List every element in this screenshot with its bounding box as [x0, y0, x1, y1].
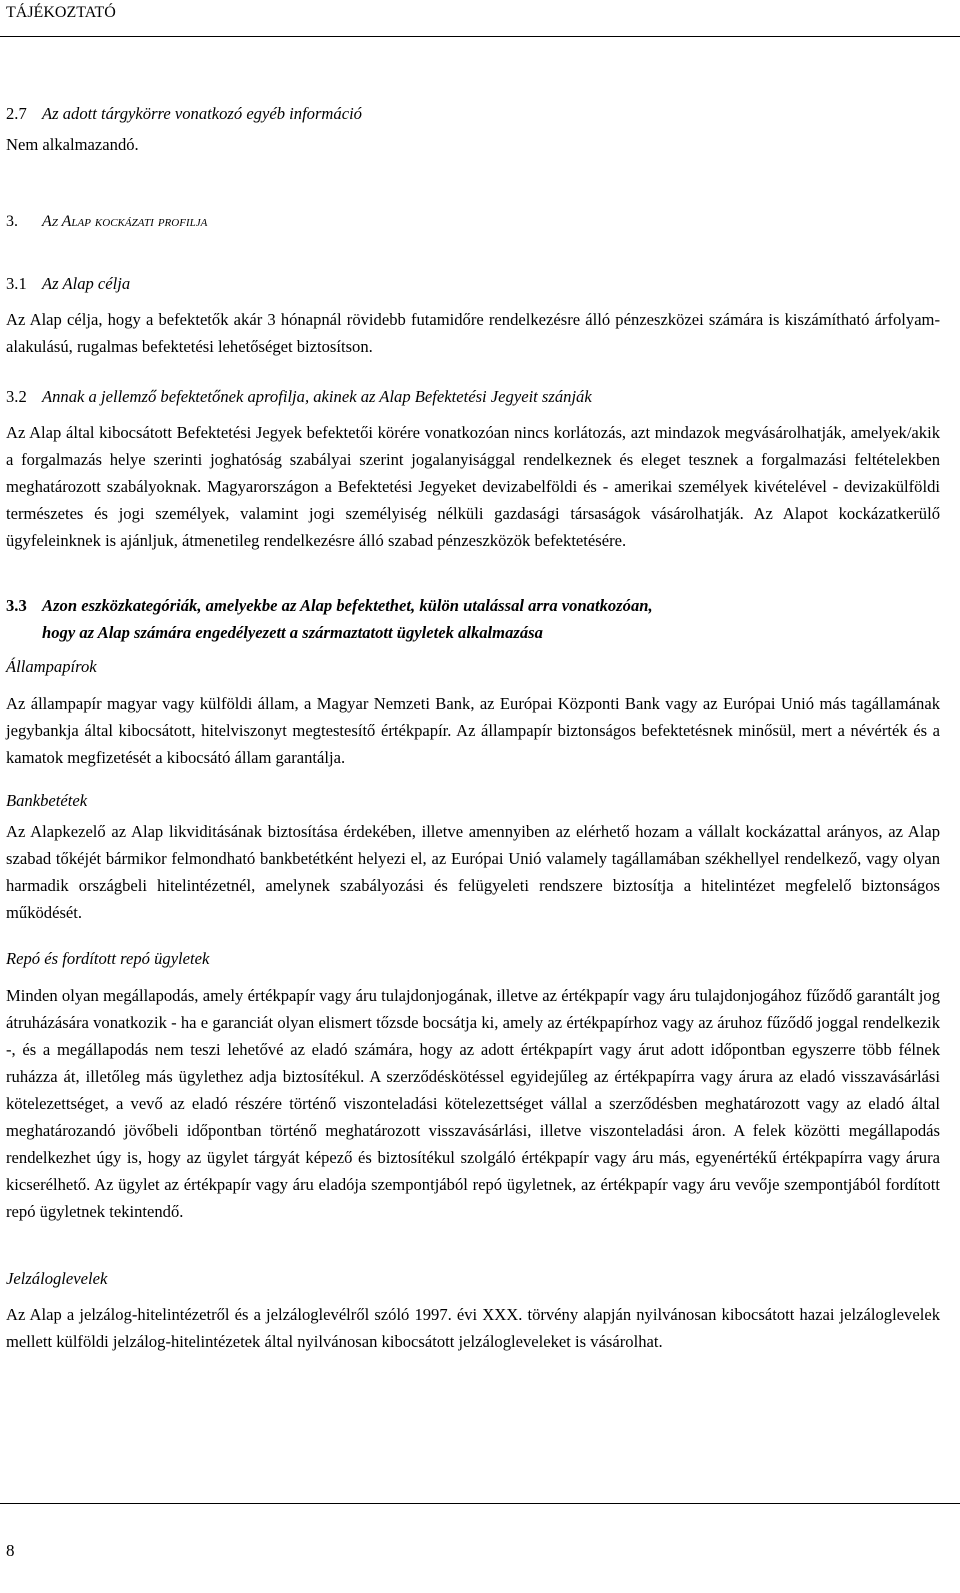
running-header: TÁJÉKOZTATÓ — [6, 4, 116, 21]
section-title: Az Alap célja — [42, 274, 131, 293]
section-number: 3. — [6, 213, 18, 230]
section-title: Az adott tárgykörre vonatkozó egyéb információ — [42, 104, 362, 123]
subheading-jelzalog: Jelzáloglevelek — [6, 1269, 108, 1288]
section-3-1-heading — [6, 270, 940, 297]
section-number: 3.1 — [6, 274, 27, 293]
section-3-2-body: Az Alap által kibocsátott Befektetési Jegyek befektetői körére vonatkozóan nincs korlátozás, azt mindazok megvásárolhatják, amelyek/akik a forgalmazás helye szerinti joghatóság szabályai szerint jogalanyisággal rendelkeznek és eleget tesznek a forgalmazási feltételekben meghatározott szabályoknak. Magyarországon a Befektetési Jegyeket devizabelföldi és - amerikai személyek kivételével - devizakülföldi természetes és jogi személyek, valamint jogi személyiség nélküli gazdasági társaságok vásárolhatják. Az Alapot kockázatkerülő ügyfeleinknek is ajánljuk, átmenetileg rendelkezésre álló szabad pénzeszközök befektetésére. — [6, 423, 940, 550]
page-number: 8 — [6, 1541, 15, 1560]
footer-rule — [0, 1503, 960, 1504]
section-number: 3.2 — [6, 387, 27, 406]
section-title: Az Alap kockázati profilja — [42, 213, 208, 230]
section-3-3-heading — [6, 592, 940, 646]
subheading-repo: Repó és fordított repó ügyletek — [6, 949, 210, 968]
section-3-2-heading — [6, 383, 940, 410]
jelzalog-body: Az Alap a jelzálog-hitelintézetről és a jelzáloglevélről szóló 1997. évi XXX. törvény alapján nyilvánosan kibocsátott hazai jelzáloglevelek mellett külföldi jelzálog-hitelintézetek által nyilvánosan kibocsátott jelzálogleveleket is vásárolhat. — [6, 1305, 940, 1351]
section-number: 3.3 — [6, 596, 27, 615]
subheading-bankbetetek: Bankbetétek — [6, 791, 88, 810]
header-rule — [0, 36, 960, 37]
section-title-line-1: Azon eszközkategóriák, amelyekbe az Alap befektethet, külön utalással arra vonatkozóan, — [42, 596, 653, 615]
subheading-allampapirok: Állampapírok — [6, 657, 97, 676]
section-2-7-heading — [6, 100, 940, 127]
repo-body: Minden olyan megállapodás, amely értékpapír vagy áru tulajdonjogának, illetve az értékpapír vagy áru tulajdonjogához fűződő garantált jog átruházására vonatkozik - ha e garanciát olyan elismert tőzsde bocsátja ki, amely az értékpapírhoz vagy az áruhoz fűződő joggal rendelkezik -, és a megállapodás nem teszi lehetővé az eladó számára, hogy az adott értékpapírt vagy árut adott időpontban egyszerre több félnek ruházza át, illetőleg más ügylethez adja biztosítékul. A szerződéskötéssel egyidejűleg az értékpapírra vagy árura az eladó visszavásárlási kötelezettséget, a vevő az eladó részére történő viszonteladási kötelezettséget vállal a szerződésben meghatározott vagy az eladó által meghatározandó jövőbeli időpontban történő meghatározott visszavásárlási, illetve viszonteladási áron. A felek közötti megállapodás rendelkezhet úgy is, hogy az ügylet tárgyát képező és biztosítékul szolgáló értékpapír vagy áru más, egyenértékű értékpapírra vagy árura kicserélhető. Az ügylet az értékpapír vagy áru eladója szempontjából repó ügyletnek, az értékpapír vagy áru vevője szempontjából fordított repó ügyletnek tekintendő. — [6, 986, 940, 1221]
section-title: Annak a jellemző befektetőnek aprofilja, akinek az Alap Befektetési Jegyeit szánják — [42, 387, 592, 406]
section-number: 2.7 — [6, 104, 27, 123]
section-title-line-2: hogy az Alap számára engedélyezett a származtatott ügyletek alkalmazása — [42, 623, 543, 642]
allampapirok-body: Az állampapír magyar vagy külföldi állam, a Magyar Nemzeti Bank, az Európai Központi Bank vagy az Európai Unió más tagállamának jegybankja által kibocsátott, hitelviszonyt megtestesítő értékpapír. Az állampapír biztonságos befektetésnek minősül, mert a névérték és a kamatok megfizetését a kibocsátó állam garantálja. — [6, 694, 940, 767]
section-2-7-body: Nem alkalmazandó. — [6, 135, 139, 154]
bankbetetek-body: Az Alapkezelő az Alap likviditásának biztosítása érdekében, illetve amennyiben az elérhető hozam a vállalt kockázattal arányos, az Alap szabad tőkéjét bármikor felmondható bankbetétként helyezi el, az Európai Unió valamely tagállamában székhellyel rendelkező, vagy olyan harmadik országbeli hitelintézetnél, amelynek szabályozási és felügyeleti rendszere biztosítja a hitelintézet megfelelő biztonságos működését. — [6, 822, 940, 922]
section-3-1-body: Az Alap célja, hogy a befektetők akár 3 hónapnál rövidebb futamidőre rendelkezésre álló pénzeszközei számára is kiszámítható árfolyam-alakulású, rugalmas befektetési lehetőséget biztosítson. — [6, 310, 940, 356]
section-3-heading — [6, 208, 940, 235]
